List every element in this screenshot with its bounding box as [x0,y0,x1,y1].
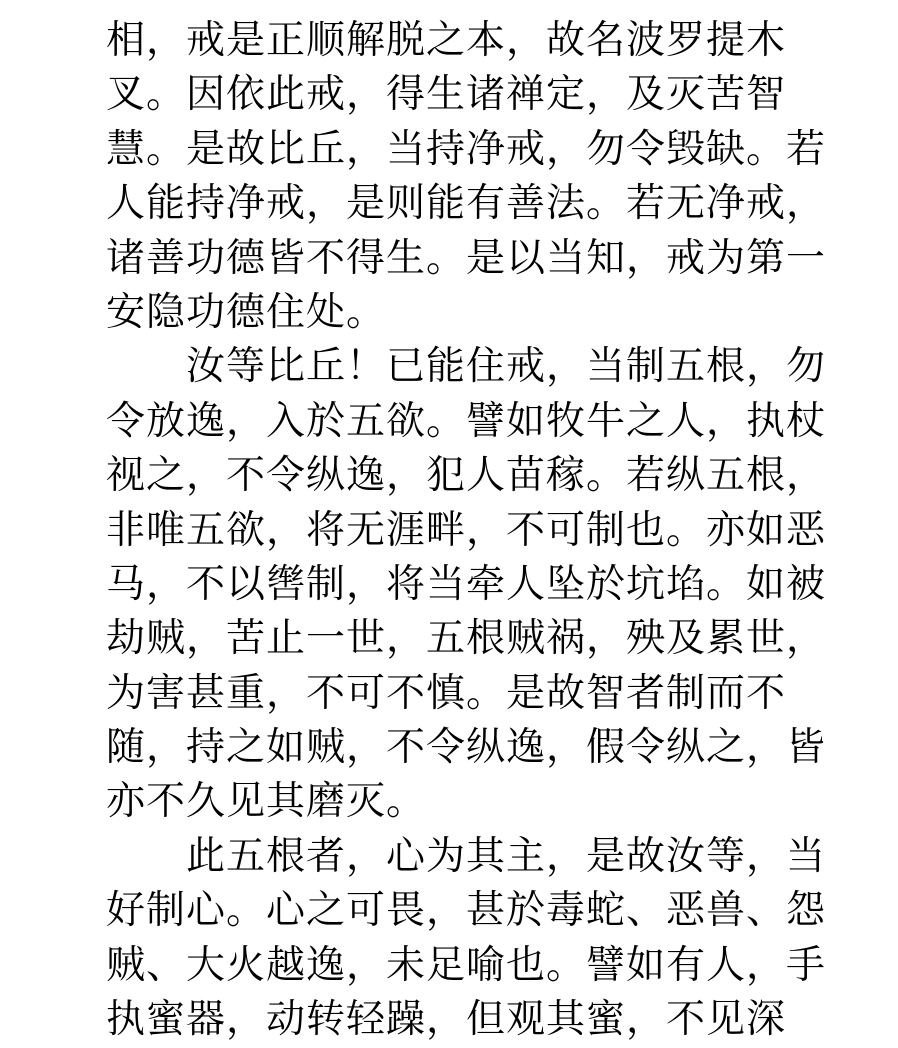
text-line: 好制心。心之可畏，甚於毒蛇、恶兽、怨 [106,888,827,934]
text-line: 视之，不令纵逸，犯人苗稼。若纵五根， [106,453,827,499]
text-line: 随，持之如贼，不令纵逸，假令纵之，皆 [106,725,827,771]
text-line: 为害甚重，不可不慎。是故智者制而不 [106,670,787,716]
text-line: 马，不以辔制，将当牵人坠於坑埳。如被 [106,561,827,607]
text-line: 人能持净戒，是则能有善法。若无净戒， [106,181,827,227]
text-line: 贼、大火越逸，未足喻也。譬如有人，手 [106,942,827,988]
paragraph-start-line: 此五根者，心为其主，是故汝等，当 [106,833,827,879]
text-line: 相，戒是正顺解脱之本，故名波罗提木 [106,18,787,63]
text-line: 叉。因依此戒，得生诸禅定，及灭苦智 [106,72,787,118]
paragraph-start-line: 汝等比丘！已能住戒，当制五根，勿 [106,344,827,390]
sutra-text-body [106,14,826,1047]
text-line: 诸善功德皆不得生。是以当知，戒为第一 [106,235,827,281]
text-line: 亦不久见其磨灭。 [106,779,427,825]
text-line: 安隐功德住处。 [106,289,387,335]
text-line: 令放逸，入於五欲。譬如牧牛之人，执杖 [106,398,827,444]
text-line: 执蜜器，动转轻躁，但观其蜜，不见深 [106,997,787,1043]
text-line: 慧。是故比丘，当持净戒，勿令毁缺。若 [106,126,827,172]
text-line: 非唯五欲，将无涯畔，不可制也。亦如恶 [106,507,827,553]
text-line: 劫贼，苦止一世，五根贼祸，殃及累世， [106,616,827,662]
